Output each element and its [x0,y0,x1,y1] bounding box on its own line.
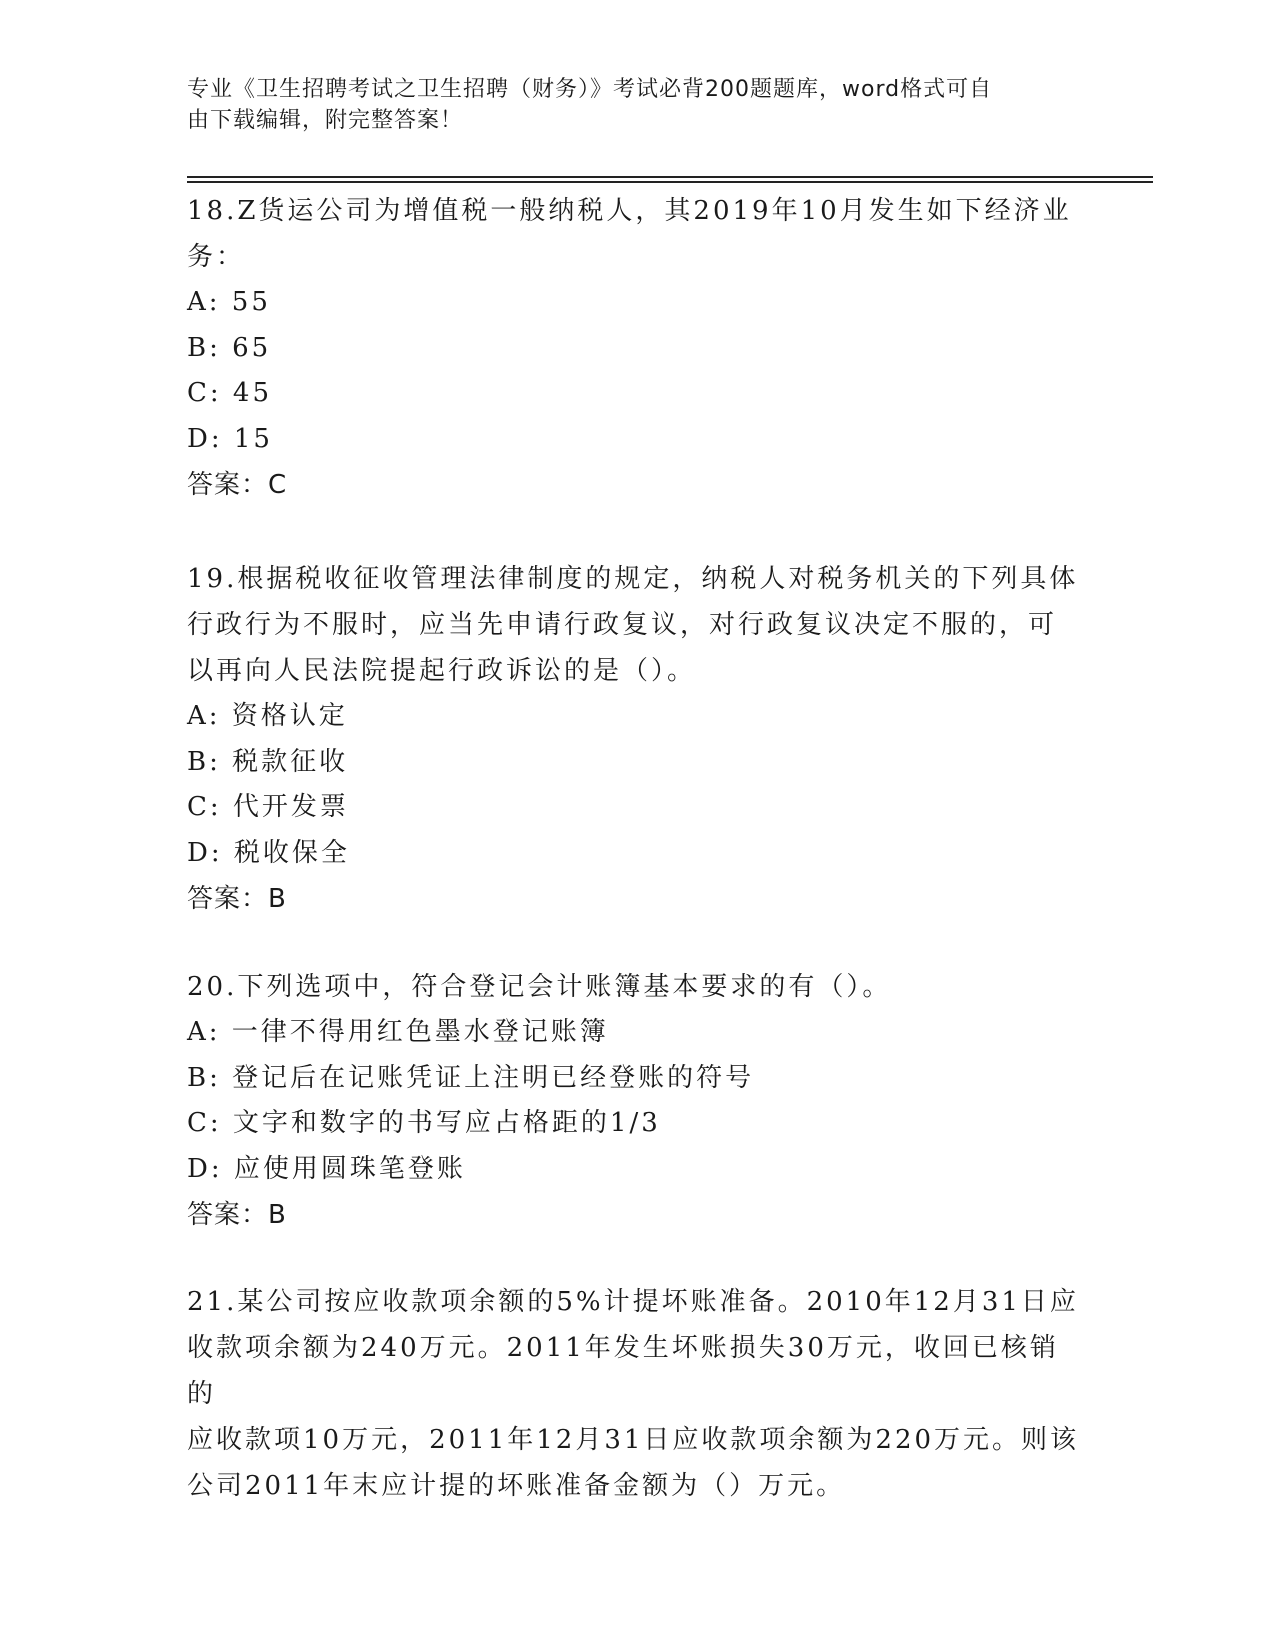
option-c: C: 代开发票 [187,792,349,822]
question-18 [187,188,1087,508]
header-line: 由下载编辑，附完整答案！ [187,108,464,133]
header-divider-top [187,176,1153,178]
question-stem-line: 20.下列选项中，符合登记会计账簿基本要求的有（）。 [187,972,892,1002]
question-20 [187,964,1087,1238]
question-21 [187,1279,1087,1509]
option-a: A: 资格认定 [187,701,348,731]
option-b: B: 税款征收 [187,746,349,777]
question-stem-line: 公司2011年末应计提的坏账准备金额为（）万元。 [187,1471,846,1501]
option-d: D: 税收保全 [187,837,350,868]
question-stem-line: 19.根据税收征收管理法律制度的规定，纳税人对税务机关的下列具体 [187,564,1079,594]
option-c: C: 45 [187,378,273,408]
answer-line: 答案：B [187,1200,287,1230]
question-stem-line: 应收款项10万元，2011年12月31日应收款项余额为220万元。则该 [187,1425,1080,1455]
question-stem-line: 行政行为不服时，应当先申请行政复议，对行政复议决定不服的，可 [187,610,1058,640]
option-c: C: 文字和数字的书写应占格距的1/3 [187,1108,661,1138]
answer-line: 答案：C [187,470,288,500]
document-header [187,74,1067,136]
header-line: 专业《卫生招聘考试之卫生招聘（财务）》考试必背200题题库，word格式可自 [187,77,993,102]
question-stem-line: 务： [187,242,246,272]
option-a: A: 55 [187,287,271,317]
question-stem-line: 收款项余额为240万元。2011年发生坏账损失30万元，收回已核销的 [187,1333,1059,1409]
option-a: A: 一律不得用红色墨水登记账簿 [187,1017,609,1047]
question-19 [187,556,1087,922]
answer-line: 答案：B [187,884,287,914]
option-b: B: 65 [187,332,272,363]
option-b: B: 登记后在记账凭证上注明已经登账的符号 [187,1062,755,1093]
option-d: D: 应使用圆珠笔登账 [187,1153,466,1184]
question-stem-line: 18.Z货运公司为增值税一般纳税人，其2019年10月发生如下经济业 [187,196,1072,226]
option-d: D: 15 [187,423,273,454]
question-stem-line: 以再向人民法院提起行政诉讼的是（）。 [187,656,697,686]
question-stem-line: 21.某公司按应收款项余额的5%计提坏账准备。2010年12月31日应 [187,1287,1079,1317]
header-divider-bottom [187,181,1153,183]
